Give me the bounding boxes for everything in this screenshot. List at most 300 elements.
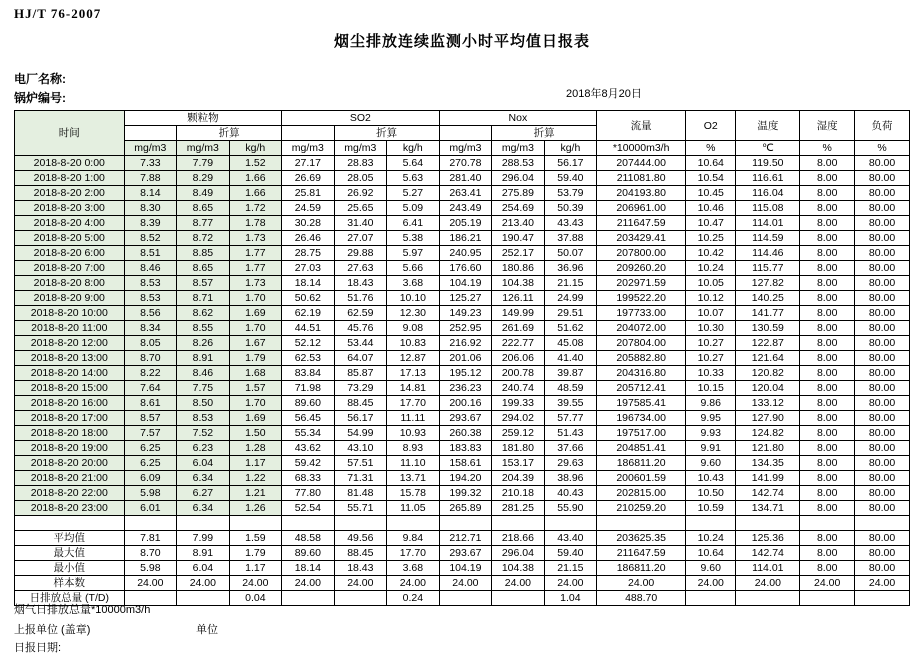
cell-value: 104.19 xyxy=(439,276,492,291)
cell-value: 211647.59 xyxy=(597,216,686,231)
cell-value: 7.52 xyxy=(177,426,230,441)
spacer-cell xyxy=(800,516,855,531)
cell-value: 1.66 xyxy=(229,186,282,201)
cell-value: 197517.00 xyxy=(597,426,686,441)
daily-total-blank-9 xyxy=(800,591,855,606)
cell-value: 1.52 xyxy=(229,156,282,171)
cell-value: 8.26 xyxy=(177,336,230,351)
spacer-cell xyxy=(15,516,125,531)
cell-value: 10.10 xyxy=(387,291,440,306)
report-date: 2018年8月20日 xyxy=(566,88,642,100)
cell-value: 5.98 xyxy=(124,486,177,501)
header-nox: Nox xyxy=(439,111,597,126)
cell-value: 59.40 xyxy=(544,171,597,186)
daily-total-nox: 1.04 xyxy=(544,591,597,606)
cell-value: 114.59 xyxy=(736,231,800,246)
daily-total-blank-8 xyxy=(736,591,800,606)
cell-value: 7.88 xyxy=(124,171,177,186)
summary-value: 218.66 xyxy=(492,531,545,546)
cell-value: 80.00 xyxy=(855,246,910,261)
cell-value: 288.53 xyxy=(492,156,545,171)
cell-value: 8.56 xyxy=(124,306,177,321)
cell-value: 8.46 xyxy=(177,366,230,381)
cell-value: 80.00 xyxy=(855,396,910,411)
cell-value: 8.00 xyxy=(800,426,855,441)
spacer-cell xyxy=(124,516,177,531)
cell-value: 51.76 xyxy=(334,291,387,306)
cell-value: 281.40 xyxy=(439,171,492,186)
cell-value: 14.81 xyxy=(387,381,440,396)
cell-value: 210259.20 xyxy=(597,501,686,516)
cell-value: 8.00 xyxy=(800,411,855,426)
cell-value: 252.95 xyxy=(439,321,492,336)
cell-value: 8.34 xyxy=(124,321,177,336)
cell-value: 8.22 xyxy=(124,366,177,381)
cell-value: 83.84 xyxy=(282,366,335,381)
cell-value: 71.31 xyxy=(334,471,387,486)
cell-value: 80.00 xyxy=(855,456,910,471)
summary-value: 24.00 xyxy=(387,576,440,591)
cell-value: 1.57 xyxy=(229,381,282,396)
cell-value: 80.00 xyxy=(855,261,910,276)
summary-value: 8.00 xyxy=(800,561,855,576)
cell-value: 119.50 xyxy=(736,156,800,171)
cell-value: 1.70 xyxy=(229,321,282,336)
header-so2-converted: 折算 xyxy=(334,126,439,141)
cell-value: 7.57 xyxy=(124,426,177,441)
cell-value: 8.00 xyxy=(800,231,855,246)
cell-value: 207444.00 xyxy=(597,156,686,171)
summary-value: 10.64 xyxy=(686,546,736,561)
summary-value: 296.04 xyxy=(492,546,545,561)
cell-value: 10.27 xyxy=(686,351,736,366)
cell-value: 37.66 xyxy=(544,441,597,456)
cell-value: 216.92 xyxy=(439,336,492,351)
cell-value: 45.76 xyxy=(334,321,387,336)
cell-value: 68.33 xyxy=(282,471,335,486)
cell-value: 80.00 xyxy=(855,156,910,171)
cell-value: 12.30 xyxy=(387,306,440,321)
cell-value: 8.50 xyxy=(177,396,230,411)
table-row xyxy=(15,216,910,231)
summary-value: 10.24 xyxy=(686,531,736,546)
header-nox-converted: 折算 xyxy=(492,126,597,141)
cell-value: 1.73 xyxy=(229,276,282,291)
cell-value: 5.64 xyxy=(387,156,440,171)
header-flow: 流量 xyxy=(597,111,686,141)
cell-value: 9.91 xyxy=(686,441,736,456)
cell-value: 195.12 xyxy=(439,366,492,381)
cell-value: 114.01 xyxy=(736,216,800,231)
cell-value: 8.00 xyxy=(800,351,855,366)
cell-value: 55.90 xyxy=(544,501,597,516)
cell-value: 197733.00 xyxy=(597,306,686,321)
cell-value: 8.52 xyxy=(124,231,177,246)
cell-value: 240.74 xyxy=(492,381,545,396)
summary-value: 3.68 xyxy=(387,561,440,576)
cell-value: 183.83 xyxy=(439,441,492,456)
cell-value: 52.12 xyxy=(282,336,335,351)
summary-value: 24.00 xyxy=(439,576,492,591)
cell-value: 1.69 xyxy=(229,411,282,426)
cell-value: 1.69 xyxy=(229,306,282,321)
table-row xyxy=(15,336,910,351)
summary-label: 最大值 xyxy=(15,546,125,561)
cell-value: 134.71 xyxy=(736,501,800,516)
cell-time: 2018-8-20 14:00 xyxy=(15,366,125,381)
cell-value: 80.00 xyxy=(855,171,910,186)
summary-label: 平均值 xyxy=(15,531,125,546)
cell-value: 36.96 xyxy=(544,261,597,276)
cell-value: 7.75 xyxy=(177,381,230,396)
daily-total-blank-3 xyxy=(282,591,335,606)
cell-value: 56.17 xyxy=(544,156,597,171)
cell-value: 211081.80 xyxy=(597,171,686,186)
unit-dust-3: kg/h xyxy=(229,141,282,156)
cell-value: 8.00 xyxy=(800,261,855,276)
cell-value: 11.05 xyxy=(387,501,440,516)
table-row xyxy=(15,171,910,186)
daily-total-label: 日排放总量 (T/D) xyxy=(15,591,125,606)
cell-value: 17.13 xyxy=(387,366,440,381)
cell-time: 2018-8-20 6:00 xyxy=(15,246,125,261)
summary-row xyxy=(15,546,910,561)
table-row xyxy=(15,291,910,306)
cell-value: 53.44 xyxy=(334,336,387,351)
cell-value: 8.05 xyxy=(124,336,177,351)
table-row xyxy=(15,351,910,366)
cell-value: 204851.41 xyxy=(597,441,686,456)
header-o2: O2 xyxy=(686,111,736,141)
cell-value: 141.77 xyxy=(736,306,800,321)
summary-value: 1.59 xyxy=(229,531,282,546)
unit-so2-1: mg/m3 xyxy=(282,141,335,156)
cell-value: 27.17 xyxy=(282,156,335,171)
cell-time: 2018-8-20 22:00 xyxy=(15,486,125,501)
cell-value: 80.00 xyxy=(855,366,910,381)
cell-value: 252.17 xyxy=(492,246,545,261)
cell-value: 296.04 xyxy=(492,171,545,186)
cell-value: 1.72 xyxy=(229,201,282,216)
cell-value: 10.33 xyxy=(686,366,736,381)
cell-value: 41.40 xyxy=(544,351,597,366)
cell-value: 11.10 xyxy=(387,456,440,471)
cell-value: 8.51 xyxy=(124,246,177,261)
summary-value: 59.40 xyxy=(544,546,597,561)
cell-value: 121.64 xyxy=(736,351,800,366)
cell-value: 6.09 xyxy=(124,471,177,486)
unit-so2-3: kg/h xyxy=(387,141,440,156)
cell-value: 8.00 xyxy=(800,186,855,201)
cell-value: 204193.80 xyxy=(597,186,686,201)
cell-value: 10.05 xyxy=(686,276,736,291)
cell-value: 18.14 xyxy=(282,276,335,291)
cell-value: 10.54 xyxy=(686,171,736,186)
cell-value: 10.93 xyxy=(387,426,440,441)
unit-so2-2: mg/m3 xyxy=(334,141,387,156)
cell-value: 116.04 xyxy=(736,186,800,201)
header-dust-converted: 折算 xyxy=(177,126,282,141)
cell-value: 80.00 xyxy=(855,276,910,291)
cell-value: 8.39 xyxy=(124,216,177,231)
cell-value: 9.93 xyxy=(686,426,736,441)
cell-value: 120.82 xyxy=(736,366,800,381)
cell-value: 5.66 xyxy=(387,261,440,276)
cell-value: 80.00 xyxy=(855,306,910,321)
cell-time: 2018-8-20 5:00 xyxy=(15,231,125,246)
summary-value: 80.00 xyxy=(855,546,910,561)
unit-flow: *10000m3/h xyxy=(597,141,686,156)
cell-value: 28.83 xyxy=(334,156,387,171)
summary-value: 24.00 xyxy=(686,576,736,591)
cell-value: 7.64 xyxy=(124,381,177,396)
summary-value: 142.74 xyxy=(736,546,800,561)
cell-value: 8.00 xyxy=(800,381,855,396)
table-row xyxy=(15,381,910,396)
cell-value: 10.30 xyxy=(686,321,736,336)
standard-code: HJ/T 76-2007 xyxy=(14,6,102,21)
cell-value: 55.34 xyxy=(282,426,335,441)
cell-value: 260.38 xyxy=(439,426,492,441)
cell-value: 80.00 xyxy=(855,381,910,396)
cell-value: 24.59 xyxy=(282,201,335,216)
cell-value: 263.41 xyxy=(439,186,492,201)
summary-value: 89.60 xyxy=(282,546,335,561)
cell-value: 56.17 xyxy=(334,411,387,426)
cell-value: 1.66 xyxy=(229,171,282,186)
summary-value: 24.00 xyxy=(800,576,855,591)
cell-value: 142.74 xyxy=(736,486,800,501)
cell-value: 114.46 xyxy=(736,246,800,261)
cell-value: 201.06 xyxy=(439,351,492,366)
cell-value: 243.49 xyxy=(439,201,492,216)
cell-value: 275.89 xyxy=(492,186,545,201)
cell-value: 202971.59 xyxy=(597,276,686,291)
table-row xyxy=(15,396,910,411)
summary-value: 125.36 xyxy=(736,531,800,546)
cell-value: 8.46 xyxy=(124,261,177,276)
cell-value: 8.91 xyxy=(177,351,230,366)
summary-value: 8.00 xyxy=(800,546,855,561)
cell-value: 261.69 xyxy=(492,321,545,336)
cell-value: 1.21 xyxy=(229,486,282,501)
cell-value: 53.79 xyxy=(544,186,597,201)
cell-value: 8.49 xyxy=(177,186,230,201)
cell-value: 8.00 xyxy=(800,156,855,171)
cell-value: 80.00 xyxy=(855,321,910,336)
cell-value: 207804.00 xyxy=(597,336,686,351)
cell-value: 25.65 xyxy=(334,201,387,216)
spacer-cell xyxy=(439,516,492,531)
summary-value: 17.70 xyxy=(387,546,440,561)
daily-total-so2: 0.24 xyxy=(387,591,440,606)
cell-value: 29.88 xyxy=(334,246,387,261)
cell-value: 8.65 xyxy=(177,201,230,216)
cell-value: 80.00 xyxy=(855,201,910,216)
summary-value: 24.00 xyxy=(334,576,387,591)
cell-value: 1.70 xyxy=(229,396,282,411)
cell-value: 80.00 xyxy=(855,411,910,426)
cell-value: 281.25 xyxy=(492,501,545,516)
cell-value: 8.00 xyxy=(800,276,855,291)
plant-name-label: 电厂名称: xyxy=(14,72,66,86)
cell-time: 2018-8-20 7:00 xyxy=(15,261,125,276)
summary-value: 43.40 xyxy=(544,531,597,546)
cell-value: 25.81 xyxy=(282,186,335,201)
summary-value: 5.98 xyxy=(124,561,177,576)
cell-value: 8.00 xyxy=(800,201,855,216)
cell-value: 196734.00 xyxy=(597,411,686,426)
summary-value: 1.79 xyxy=(229,546,282,561)
cell-value: 48.59 xyxy=(544,381,597,396)
cell-value: 8.62 xyxy=(177,306,230,321)
cell-value: 204.39 xyxy=(492,471,545,486)
cell-value: 240.95 xyxy=(439,246,492,261)
cell-value: 1.78 xyxy=(229,216,282,231)
cell-value: 120.04 xyxy=(736,381,800,396)
cell-value: 6.34 xyxy=(177,501,230,516)
spacer-cell xyxy=(736,516,800,531)
header-temperature: 温度 xyxy=(736,111,800,141)
cell-time: 2018-8-20 12:00 xyxy=(15,336,125,351)
cell-value: 6.27 xyxy=(177,486,230,501)
cell-time: 2018-8-20 15:00 xyxy=(15,381,125,396)
cell-value: 186.21 xyxy=(439,231,492,246)
cell-value: 6.23 xyxy=(177,441,230,456)
table-header-group-row xyxy=(15,111,910,126)
cell-value: 38.96 xyxy=(544,471,597,486)
header-so2: SO2 xyxy=(282,111,440,126)
cell-value: 158.61 xyxy=(439,456,492,471)
spacer-cell xyxy=(282,516,335,531)
cell-value: 77.80 xyxy=(282,486,335,501)
summary-value: 211647.59 xyxy=(597,546,686,561)
spacer-cell xyxy=(492,516,545,531)
table-row xyxy=(15,471,910,486)
table-row xyxy=(15,201,910,216)
summary-value: 114.01 xyxy=(736,561,800,576)
cell-value: 8.00 xyxy=(800,171,855,186)
table-spacer-row xyxy=(15,516,910,531)
cell-value: 236.23 xyxy=(439,381,492,396)
cell-value: 8.30 xyxy=(124,201,177,216)
cell-value: 141.99 xyxy=(736,471,800,486)
cell-value: 207800.00 xyxy=(597,246,686,261)
cell-value: 9.60 xyxy=(686,456,736,471)
cell-value: 203429.41 xyxy=(597,231,686,246)
cell-value: 8.00 xyxy=(800,321,855,336)
cell-value: 21.15 xyxy=(544,276,597,291)
daily-total-flow: 488.70 xyxy=(597,591,686,606)
cell-time: 2018-8-20 9:00 xyxy=(15,291,125,306)
summary-row xyxy=(15,531,910,546)
summary-value: 104.38 xyxy=(492,561,545,576)
cell-value: 26.46 xyxy=(282,231,335,246)
summary-row xyxy=(15,561,910,576)
cell-value: 176.60 xyxy=(439,261,492,276)
cell-value: 209260.20 xyxy=(597,261,686,276)
cell-value: 80.00 xyxy=(855,231,910,246)
cell-value: 80.00 xyxy=(855,471,910,486)
cell-value: 13.71 xyxy=(387,471,440,486)
cell-value: 197585.41 xyxy=(597,396,686,411)
cell-value: 71.98 xyxy=(282,381,335,396)
cell-value: 64.07 xyxy=(334,351,387,366)
cell-value: 37.88 xyxy=(544,231,597,246)
cell-value: 265.89 xyxy=(439,501,492,516)
table-row xyxy=(15,156,910,171)
cell-value: 6.01 xyxy=(124,501,177,516)
cell-value: 73.29 xyxy=(334,381,387,396)
cell-value: 8.65 xyxy=(177,261,230,276)
summary-value: 203625.35 xyxy=(597,531,686,546)
cell-value: 6.41 xyxy=(387,216,440,231)
cell-time: 2018-8-20 21:00 xyxy=(15,471,125,486)
summary-value: 18.43 xyxy=(334,561,387,576)
cell-value: 26.69 xyxy=(282,171,335,186)
daily-total-blank-2 xyxy=(177,591,230,606)
cell-value: 8.55 xyxy=(177,321,230,336)
cell-value: 210.18 xyxy=(492,486,545,501)
unit-temperature: ℃ xyxy=(736,141,800,156)
cell-value: 115.08 xyxy=(736,201,800,216)
cell-value: 3.68 xyxy=(387,276,440,291)
cell-value: 24.99 xyxy=(544,291,597,306)
summary-value: 6.04 xyxy=(177,561,230,576)
cell-value: 43.10 xyxy=(334,441,387,456)
cell-value: 10.24 xyxy=(686,261,736,276)
summary-value: 48.58 xyxy=(282,531,335,546)
cell-value: 50.62 xyxy=(282,291,335,306)
summary-value: 24.00 xyxy=(736,576,800,591)
cell-value: 200601.59 xyxy=(597,471,686,486)
cell-value: 15.78 xyxy=(387,486,440,501)
cell-value: 8.00 xyxy=(800,216,855,231)
cell-value: 51.43 xyxy=(544,426,597,441)
summary-label: 样本数 xyxy=(15,576,125,591)
cell-time: 2018-8-20 13:00 xyxy=(15,351,125,366)
cell-value: 8.00 xyxy=(800,291,855,306)
cell-value: 8.00 xyxy=(800,456,855,471)
cell-value: 11.11 xyxy=(387,411,440,426)
cell-value: 121.80 xyxy=(736,441,800,456)
cell-value: 294.02 xyxy=(492,411,545,426)
cell-time: 2018-8-20 11:00 xyxy=(15,321,125,336)
cell-value: 7.79 xyxy=(177,156,230,171)
cell-value: 222.77 xyxy=(492,336,545,351)
cell-value: 80.00 xyxy=(855,486,910,501)
cell-time: 2018-8-20 20:00 xyxy=(15,456,125,471)
summary-value: 186811.20 xyxy=(597,561,686,576)
cell-value: 80.00 xyxy=(855,441,910,456)
cell-value: 10.43 xyxy=(686,471,736,486)
summary-value: 24.00 xyxy=(492,576,545,591)
table-body xyxy=(15,156,910,606)
cell-value: 81.48 xyxy=(334,486,387,501)
cell-value: 8.00 xyxy=(800,306,855,321)
table-row xyxy=(15,426,910,441)
header-load: 负荷 xyxy=(855,111,910,141)
cell-value: 140.25 xyxy=(736,291,800,306)
summary-value: 88.45 xyxy=(334,546,387,561)
unit-load: % xyxy=(855,141,910,156)
cell-value: 204072.00 xyxy=(597,321,686,336)
cell-value: 8.57 xyxy=(124,411,177,426)
summary-value: 8.91 xyxy=(177,546,230,561)
summary-value: 1.17 xyxy=(229,561,282,576)
cell-value: 5.63 xyxy=(387,171,440,186)
cell-value: 8.93 xyxy=(387,441,440,456)
